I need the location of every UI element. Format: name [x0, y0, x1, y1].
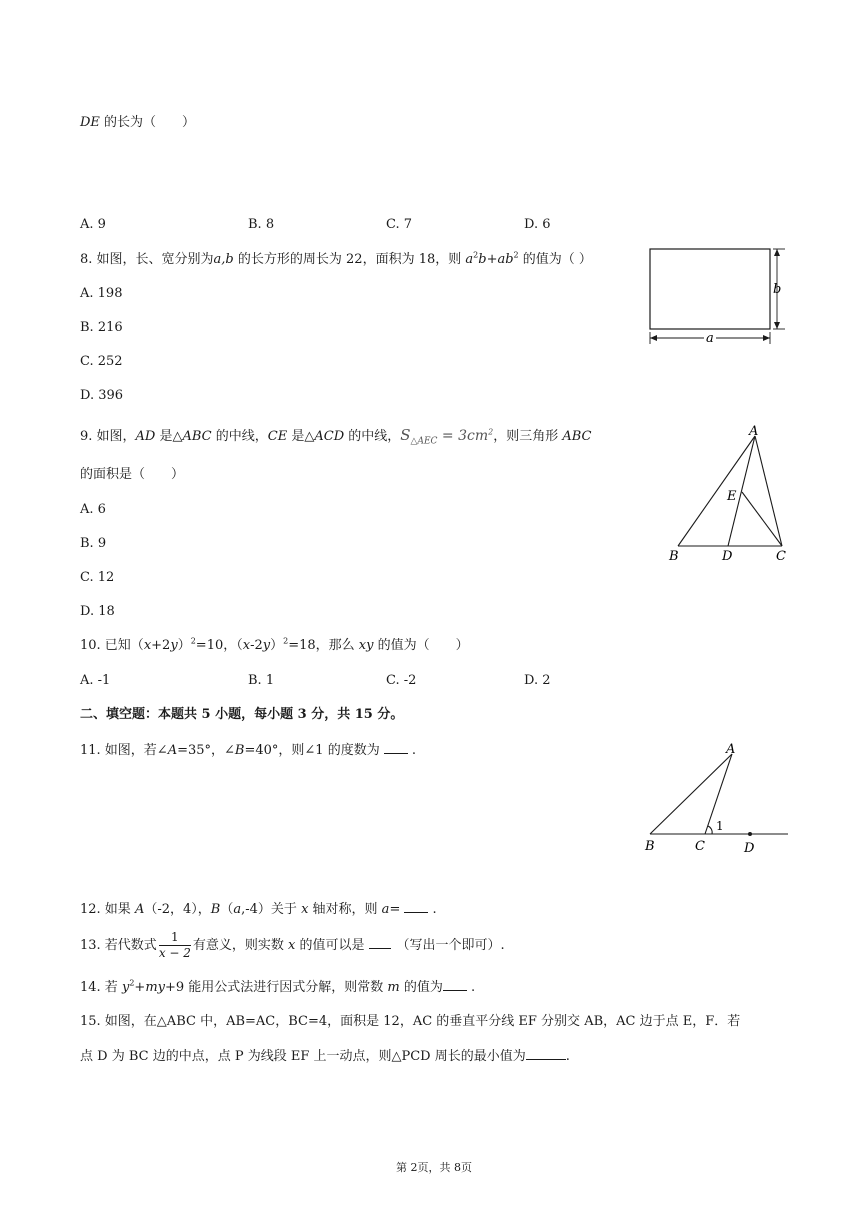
q9-option-d: D. 18 — [80, 604, 115, 619]
label-C: C — [695, 839, 705, 854]
q8-rectangle-figure — [640, 243, 800, 353]
q8-stem: 8. 如图，长、宽分别为a,b 的长方形的周长为 22，面积为 18，则 $a^2b+ab^2$ 的值为（ ） — [80, 250, 592, 267]
label-A: A — [749, 424, 759, 439]
label-angle-1: 1 — [716, 819, 724, 833]
q8-option-c: C. 252 — [80, 354, 123, 369]
q7-option-a: A. 9 — [80, 217, 106, 232]
q7-tail — [80, 114, 195, 132]
q10-option-b: B. 1 — [248, 673, 275, 688]
q7-option-c: C. 7 — [386, 217, 413, 232]
q13-fraction: $\frac{1}{x - 2}$ — [158, 930, 191, 960]
q8-option-a: A. 198 — [80, 286, 123, 301]
q14-answer-blank[interactable] — [443, 978, 467, 991]
label-a: a — [706, 331, 714, 346]
section-2-heading: 二、填空题：本题共 5 小题，每小题 3 分，共 15 分。 — [80, 707, 404, 722]
label-E: E — [727, 489, 737, 504]
q8-option-d: D. 396 — [80, 388, 124, 403]
label-C: C — [776, 549, 786, 564]
q9-option-c: C. 12 — [80, 570, 115, 585]
q15-answer-blank[interactable] — [526, 1047, 566, 1060]
q10-option-d: D. 2 — [524, 673, 551, 688]
q15-stem-line2: 点 D 为 BC 边的中点，点 P 为线段 EF 上一动点，则△PCD 周长的最小值为 . — [80, 1049, 570, 1064]
q7-option-d: D. 6 — [524, 217, 551, 232]
page-footer: 第 2页，共 8页 — [396, 1161, 472, 1174]
label-b: b — [773, 282, 782, 297]
q10-option-a: A. -1 — [80, 673, 111, 688]
rectangle-shape — [650, 249, 770, 329]
q7-var-de: DE — [80, 115, 100, 130]
q10-stem: 10. 已知$(x+2y)^2=10$，$(x-2y)^2=18$，那么 xy 的值为（ ） — [80, 636, 469, 653]
label-D: D — [744, 841, 755, 856]
label-B: B — [669, 549, 679, 564]
q9-triangle-figure — [660, 420, 800, 565]
q13-answer-blank[interactable] — [369, 936, 391, 949]
q9-stem-line2: 的面积是（ ） — [80, 467, 185, 482]
label-D: D — [722, 549, 733, 564]
q9-stem: 9. 如图，AD 是△ABC 的中线，CE 是△ACD 的中线，$S_{\triangle AEC} = 3cm^2$，则三角形 ABC — [80, 426, 592, 447]
q7-option-b: B. 8 — [248, 217, 275, 232]
label-B: B — [645, 839, 655, 854]
q11-angle-figure — [640, 738, 800, 858]
q11-stem: 11. 如图，若∠A=35°，∠B=40°，则∠1 的度数为 . — [80, 743, 416, 758]
q14-stem: 14. 若 $y^2+my+9$ 能用公式法进行因式分解，则常数 m 的值为 . — [80, 978, 476, 995]
q12-stem: 12. 如果 A（-2，4），B（a,-4）关于 x 轴对称，则 a= . — [80, 902, 437, 917]
q15-stem-line1: 15. 如图，在△ABC 中，AB=AC，BC=4，面积是 12，AC 的垂直平分线 EF 分别交 AB，AC 边于点 E，F．若 — [80, 1014, 741, 1029]
q10-option-c: C. -2 — [386, 673, 417, 688]
q7-tail-text: 的长为（ ） — [99, 115, 196, 130]
point-D-dot — [748, 832, 752, 836]
q13-stem: 13. 若代数式 $\frac{1}{x - 2}$ 有意义，则实数 x 的值可以是 （写出一个即可）. — [80, 930, 505, 960]
q8-option-b: B. 216 — [80, 320, 123, 335]
q11-answer-blank[interactable] — [384, 741, 408, 754]
q9-option-a: A. 6 — [80, 502, 106, 517]
q12-answer-blank[interactable] — [404, 900, 428, 913]
label-A: A — [726, 742, 736, 757]
q9-option-b: B. 9 — [80, 536, 107, 551]
angle-1-arc — [708, 826, 712, 834]
